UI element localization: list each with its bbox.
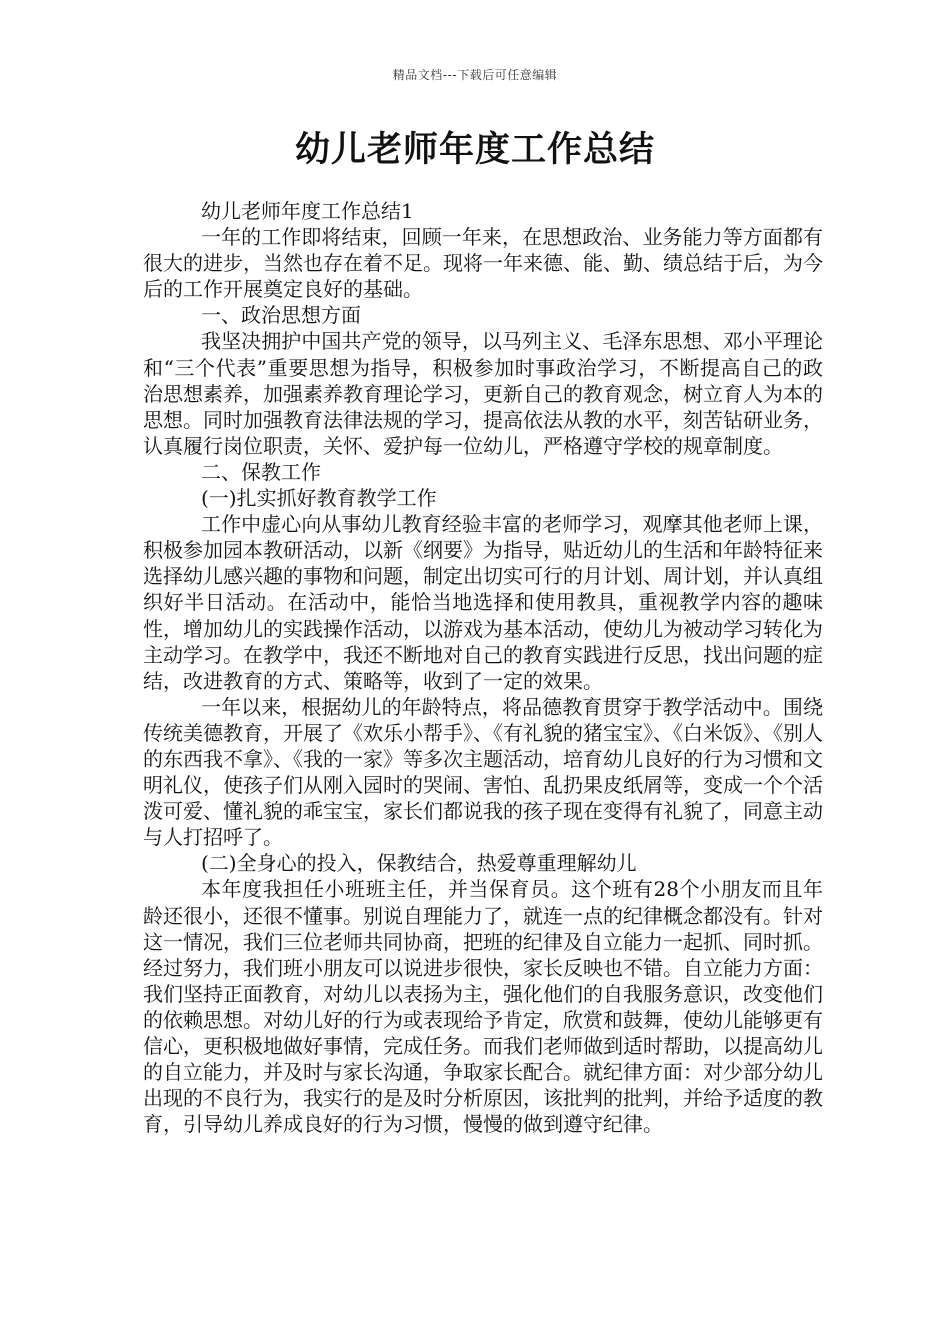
subsection-heading: (一)扎实抓好教育教学工作 [201, 486, 437, 511]
section-heading: 二、保教工作 [201, 459, 321, 484]
document-body [143, 198, 823, 1137]
body-paragraph: 我坚决拥护中国共产党的领导，以马列主义、毛泽东思想、邓小平理论和“三个代表”重要思想为指导，积极参加时事政治学习，不断提高自己的政治思想素养，加强素养教育理论学习，更新自己的教育观念，树立育人为本的思想。同时加强教育法律法规的学习，提高依法从教的水平，刻苦钻研业务，认真履行岗位职责，关怀、爱护每一位幼儿，严格遵守学校的规章制度。 [143, 329, 823, 458]
body-paragraph: 工作中虚心向从事幼儿教育经验丰富的老师学习，观摩其他老师上课，积极参加园本教研活动，以新《纲要》为指导，贴近幼儿的生活和年龄特征来选择幼儿感兴趣的事物和问题，制定出切实可行的月计划、周计划，并认真组织好半日活动。在活动中，能恰当地选择和使用教具，重视教学内容的趣味性，增加幼儿的实践操作活动，以游戏为基本活动，使幼儿为被动学习转化为主动学习。在教学中，我还不断地对自己的教育实践进行反思，找出问题的症结，改进教育的方式、策略等，收到了一定的效果。 [143, 512, 823, 693]
section-subtitle: 幼儿老师年度工作总结1 [201, 199, 414, 223]
page-title: 幼儿老师年度工作总结 [294, 130, 655, 170]
section-heading: 一、政治思想方面 [201, 303, 361, 328]
subsection-heading: (二)全身心的投入，保教结合，热爱尊重理解幼儿 [201, 851, 637, 876]
body-paragraph: 本年度我担任小班班主任，并当保育员。这个班有28个小朋友而且年龄还很小，还很不懂事。别说自理能力了，就连一点的纪律概念都没有。针对这一情况，我们三位老师共同协商，把班的纪律及自立能力一起抓、同时抓。经过努力，我们班小朋友可以说进步很快，家长反映也不错。自立能力方面：我们坚持正面教育，对幼儿以表扬为主，强化他们的自我服务意识，改变他们的依赖思想。对幼儿好的行为或表现给予肯定，欣赏和鼓舞，使幼儿能够更有信心，更积极地做好事情，完成任务。而我们老师做到适时帮助，以提高幼儿的自立能力，并及时与家长沟通，争取家长配合。就纪律方面：对少部分幼儿出现的不良行为，我实行的是及时分析原因，该批判的批判，并给予适度的教育，引导幼儿养成良好的行为习惯，慢慢的做到遵守纪律。 [143, 877, 823, 1137]
body-paragraph: 一年以来，根据幼儿的年龄特点，将品德教育贯穿于教学活动中。围绕传统美德教育，开展了《欢乐小帮手》、《有礼貌的猪宝宝》、《白米饭》、《别人的东西我不拿》、《我的一家》等多次主题活动，培育幼儿良好的行为习惯和文明礼仪，使孩子们从刚入园时的哭闹、害怕、乱扔果皮纸屑等，变成一个个活泼可爱、懂礼貌的乖宝宝，家长们都说我的孩子现在变得有礼貌了，同意主动与人打招呼了。 [143, 694, 823, 850]
body-paragraph: 一年的工作即将结束，回顾一年来，在思想政治、业务能力等方面都有很大的进步，当然也存在着不足。现将一年来德、能、勤、绩总结于后，为今后的工作开展奠定良好的基础。 [143, 225, 823, 302]
header-note: 精品文档---下载后可任意编辑 [392, 68, 558, 82]
